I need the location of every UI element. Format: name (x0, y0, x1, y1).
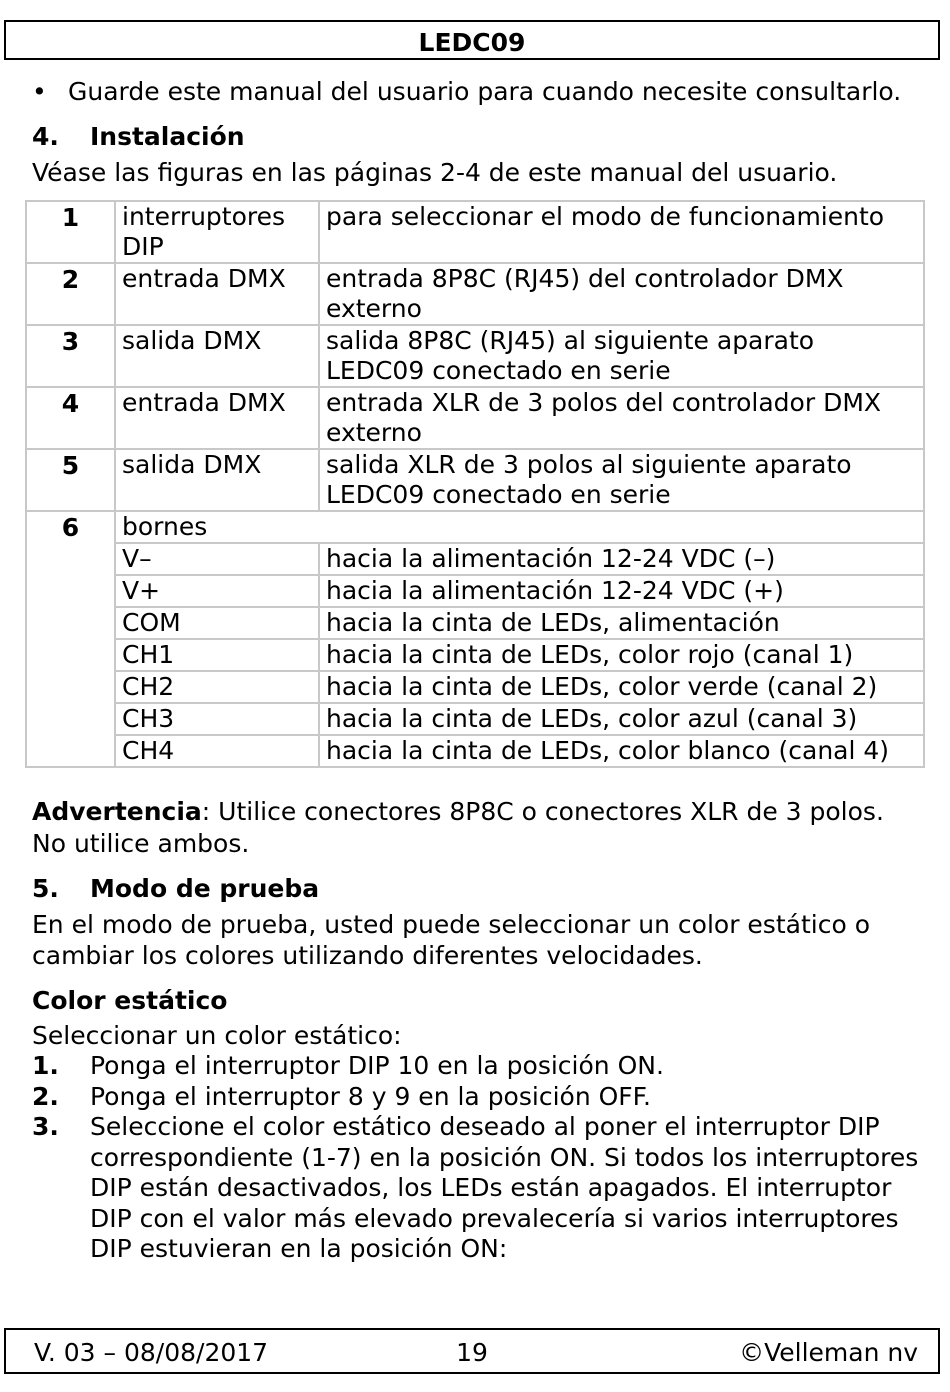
step-number: 1. (32, 1051, 59, 1080)
static-color-steps (32, 1051, 922, 1265)
footer-page-number: 19 (456, 1338, 488, 1367)
footer-copyright: ©Velleman nv (739, 1338, 918, 1367)
terminal-description: hacia la alimentación 12-24 VDC (+) (319, 575, 924, 607)
terminal-row (26, 639, 924, 671)
part-description: salida 8P8C (RJ45) al siguiente aparato LEDC09 conectado en serie (319, 325, 924, 387)
terminal-description: hacia la cinta de LEDs, color blanco (canal 4) (319, 735, 924, 767)
section-5-title: Modo de prueba (90, 874, 320, 903)
terminal-row (26, 671, 924, 703)
terminal-row (26, 703, 924, 735)
header-title: LEDC09 (418, 28, 526, 57)
section-4-intro: Véase las figuras en las páginas 2-4 de este manual del usuario. (32, 158, 838, 187)
terminal-name: CH2 (115, 671, 319, 703)
part-name: bornes (115, 511, 924, 543)
part-number: 5 (26, 449, 115, 511)
table-row (26, 263, 924, 325)
bullet-icon: • (32, 77, 47, 106)
warning-text: : Utilice conectores 8P8C o conectores XLR de 3 polos. No utilice ambos. (32, 797, 884, 858)
section-5-number: 5. (32, 874, 59, 903)
warning-note (32, 796, 922, 860)
table-row (26, 325, 924, 387)
static-color-heading: Color estático (32, 986, 228, 1015)
terminal-row (26, 543, 924, 575)
terminal-name: COM (115, 607, 319, 639)
table-row (26, 511, 924, 543)
page-header (4, 20, 940, 60)
part-number: 6 (26, 511, 115, 767)
part-name: interruptores DIP (115, 201, 319, 263)
part-number: 3 (26, 325, 115, 387)
table-row (26, 449, 924, 511)
section-5-heading (32, 873, 319, 905)
terminal-row (26, 607, 924, 639)
part-number: 1 (26, 201, 115, 263)
list-item (32, 1082, 922, 1113)
part-description: entrada 8P8C (RJ45) del controlador DMX externo (319, 263, 924, 325)
part-number: 2 (26, 263, 115, 325)
section-4-number: 4. (32, 122, 59, 151)
section-5-intro: En el modo de prueba, usted puede seleccionar un color estático o cambiar los colores utilizando diferentes velocidades. (32, 910, 870, 970)
intro-bullet-item (32, 76, 901, 108)
section-4-heading (32, 121, 245, 153)
terminal-name: CH4 (115, 735, 319, 767)
part-name: salida DMX (115, 325, 319, 387)
step-text: Ponga el interruptor 8 y 9 en la posición OFF. (90, 1081, 651, 1111)
table-row (26, 387, 924, 449)
terminal-row (26, 735, 924, 767)
part-description: entrada XLR de 3 polos del controlador DMX externo (319, 387, 924, 449)
list-item (32, 1051, 922, 1082)
terminal-description: hacia la alimentación 12-24 VDC (–) (319, 543, 924, 575)
terminal-description: hacia la cinta de LEDs, color azul (canal 3) (319, 703, 924, 735)
part-number: 4 (26, 387, 115, 449)
step-text: Ponga el interruptor DIP 10 en la posición ON. (90, 1051, 664, 1080)
step-number: 3. (32, 1112, 59, 1141)
terminal-name: CH1 (115, 639, 319, 671)
terminal-row (26, 575, 924, 607)
static-color-intro: Seleccionar un color estático: (32, 1021, 402, 1050)
section-4-title: Instalación (90, 122, 245, 151)
terminal-description: hacia la cinta de LEDs, alimentación (319, 607, 924, 639)
terminal-name: CH3 (115, 703, 319, 735)
part-name: salida DMX (115, 449, 319, 511)
intro-text: Guarde este manual del usuario para cuando necesite consultarlo. (68, 77, 902, 106)
warning-label: Advertencia (32, 797, 202, 826)
part-description: para seleccionar el modo de funcionamiento (319, 201, 924, 263)
terminal-name: V– (115, 543, 319, 575)
part-name: entrada DMX (115, 263, 319, 325)
terminal-description: hacia la cinta de LEDs, color rojo (canal 1) (319, 639, 924, 671)
step-text: Seleccione el color estático deseado al poner el interruptor DIP correspondiente (1-7) en la posición ON. Si todos los interruptores DIP están desactivados, los LEDs están apagados. El interruptor DIP con el valor más elevado prevalecería si varios interruptores DIP estuvieran en la posición ON: (90, 1112, 919, 1263)
terminal-name: V+ (115, 575, 319, 607)
footer-version: V. 03 – 08/08/2017 (34, 1338, 269, 1367)
parts-table (25, 200, 925, 768)
page-footer (4, 1328, 940, 1374)
table-row (26, 201, 924, 263)
step-number: 2. (32, 1081, 59, 1111)
part-description: salida XLR de 3 polos al siguiente aparato LEDC09 conectado en serie (319, 449, 924, 511)
part-name: entrada DMX (115, 387, 319, 449)
terminal-description: hacia la cinta de LEDs, color verde (canal 2) (319, 671, 924, 703)
list-item (32, 1112, 922, 1265)
